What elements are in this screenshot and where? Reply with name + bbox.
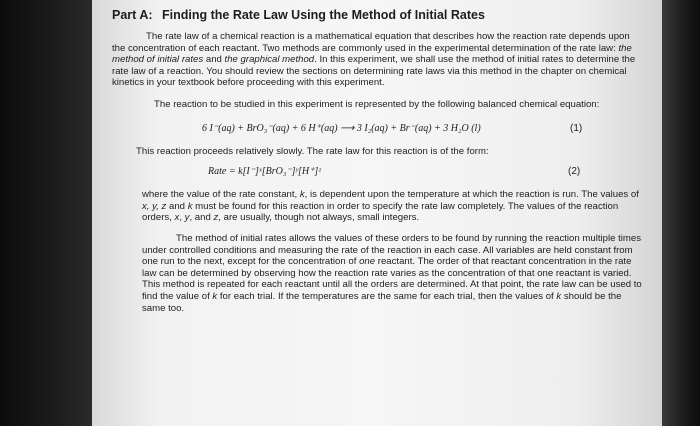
p1-text-c: . In this experiment, we shall use the method of initial rates to determine the rate law of a reaction. You should review the sections on determining rate laws via this method in the chapter on chemical kinetics in your textbook before proceeding with this experiment. xyxy=(112,54,636,89)
p3-xyz: x, y, z xyxy=(142,200,167,212)
equation-2-body: Rate = k[I⁻]ˣ[BrO₃⁻]ʸ[H⁺]ᶻ xyxy=(208,166,321,178)
p3-text-f: , are usually, though not always, small integers. xyxy=(218,212,420,224)
p4-k: k xyxy=(212,290,218,302)
equation-1-body: 6 I⁻(aq) + BrO₃⁻(aq) + 6 H⁺(aq) ⟶ 3 I₂(aq) + Br⁻(aq) + 3 H₂O (l) xyxy=(202,122,481,134)
p3-comma: , xyxy=(179,212,185,224)
p3-x: x xyxy=(174,212,180,224)
equation-1-number: (1) xyxy=(570,122,583,134)
equation-2-number: (2) xyxy=(568,166,581,178)
monitor-bezel-right xyxy=(662,0,700,426)
equation-1 xyxy=(112,120,652,140)
p3-k2: k xyxy=(187,200,193,212)
p4-k2: k xyxy=(556,290,562,302)
p4-text-a: The method of initial rates allows the values of these orders to be found by running the reaction multiple times under controlled conditions and measuring the rate of the reaction in each case. All variables are held constant from one run to the next, except for the concentration of xyxy=(142,232,642,268)
section-title xyxy=(112,8,652,22)
p4-text-d: should be the same too. xyxy=(142,290,622,314)
p4-text-c: for each trial. If the temperatures are the same for each trial, then the values of xyxy=(217,290,557,302)
document-page xyxy=(92,0,662,426)
paragraph-method-initial-rates xyxy=(142,233,652,314)
part-label: Part A: xyxy=(112,8,153,22)
p1-text-a: The rate law of a chemical reaction is a mathematical equation that describes how the reaction rate depends upon the concentration of each reactant. Two methods are commonly used in the experimental determination of the rate law: xyxy=(112,31,630,54)
paragraph-reaction-slow: This reaction proceeds relatively slowly. The rate law for this reaction is of the form: xyxy=(136,145,489,157)
p3-z: z xyxy=(213,212,219,224)
paragraph-rate-constant xyxy=(142,189,652,224)
p3-text-c: and xyxy=(166,200,188,212)
paragraph-rate-law-intro xyxy=(112,31,652,89)
monitor-bezel-left xyxy=(0,0,92,426)
p3-text-e: , and xyxy=(189,212,214,224)
paragraph-reaction-intro xyxy=(120,99,652,111)
p4-text-b: reactant. The order of that reactant concentration in the rate law can be determined by observing how the reaction rate varies as the concentration of that one reactant is varied. This method is repeated for each reactant until all the orders are determined. At that point, the rate law can be used to find the value of xyxy=(142,256,642,302)
p4-italic-one: one xyxy=(359,256,376,268)
p1-italic-graphical: the graphical method xyxy=(224,54,315,66)
part-heading: Finding the Rate Law Using the Method of Initial Rates xyxy=(162,8,485,22)
equation-2 xyxy=(112,163,652,183)
p3-k: k xyxy=(299,189,305,201)
p3-text-b: , is dependent upon the temperature at which the reaction is run. The values of xyxy=(304,189,639,201)
p3-y: y xyxy=(184,212,190,224)
p1-italic-initial-rates: the method of initial rates xyxy=(112,42,632,66)
document-content xyxy=(112,8,652,314)
p3-text-a: where the value of the rate constant, xyxy=(142,189,300,201)
p1-text-b: and xyxy=(203,54,225,66)
p3-text-d: must be found for this reaction in order to specify the rate law completely. The values of the reaction orders, xyxy=(142,200,619,224)
p2-text: The reaction to be studied in this experiment is represented by the following balanced chemical equation: xyxy=(154,98,600,110)
